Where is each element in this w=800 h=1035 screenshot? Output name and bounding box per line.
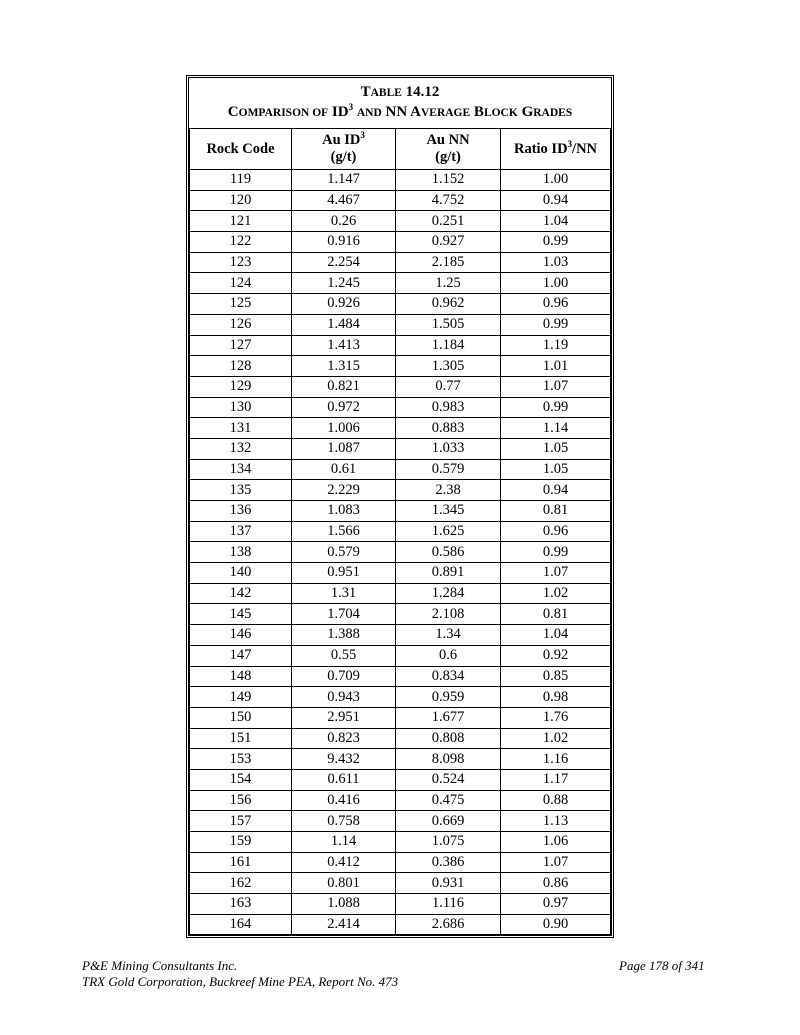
au-nn-cell: 1.625 bbox=[396, 521, 501, 542]
au-id3-cell: 0.821 bbox=[292, 376, 396, 397]
au-nn-cell: 2.686 bbox=[396, 914, 501, 935]
table-body bbox=[190, 170, 611, 935]
au-nn-cell: 0.579 bbox=[396, 459, 501, 480]
table-row bbox=[190, 273, 611, 294]
au-nn-cell: 0.77 bbox=[396, 376, 501, 397]
au-id3-cell: 0.579 bbox=[292, 542, 396, 563]
rock-code-cell: 120 bbox=[190, 190, 292, 211]
au-nn-cell: 0.983 bbox=[396, 397, 501, 418]
au-id3-cell: 0.972 bbox=[292, 397, 396, 418]
au-nn-cell: 1.152 bbox=[396, 170, 501, 191]
rock-code-cell: 126 bbox=[190, 314, 292, 335]
au-nn-cell: 1.677 bbox=[396, 707, 501, 728]
table-row bbox=[190, 583, 611, 604]
table-row bbox=[190, 232, 611, 253]
table-row bbox=[190, 707, 611, 728]
au-nn-cell: 0.834 bbox=[396, 666, 501, 687]
au-nn-cell: 4.752 bbox=[396, 190, 501, 211]
au-nn-cell: 0.891 bbox=[396, 563, 501, 584]
ratio-cell: 0.81 bbox=[501, 501, 611, 522]
table-row bbox=[190, 190, 611, 211]
rock-code-cell: 148 bbox=[190, 666, 292, 687]
au-nn-cell: 1.284 bbox=[396, 583, 501, 604]
au-id3-cell: 1.315 bbox=[292, 356, 396, 377]
table-row bbox=[190, 314, 611, 335]
au-id3-cell: 0.823 bbox=[292, 728, 396, 749]
au-id3-cell: 4.467 bbox=[292, 190, 396, 211]
au-nn-cell: 1.116 bbox=[396, 894, 501, 915]
au-id3-cell: 1.31 bbox=[292, 583, 396, 604]
table-row bbox=[190, 769, 611, 790]
au-id3-cell: 1.088 bbox=[292, 894, 396, 915]
ratio-cell: 1.14 bbox=[501, 418, 611, 439]
au-id3-cell: 0.943 bbox=[292, 687, 396, 708]
au-id3-cell: 0.55 bbox=[292, 645, 396, 666]
rock-code-cell: 150 bbox=[190, 707, 292, 728]
table-row bbox=[190, 335, 611, 356]
au-id3-cell: 1.413 bbox=[292, 335, 396, 356]
au-id3-cell: 2.229 bbox=[292, 480, 396, 501]
table-title-line1: TABLE 14.12 bbox=[360, 84, 440, 100]
au-id3-cell: 0.26 bbox=[292, 211, 396, 232]
rock-code-cell: 122 bbox=[190, 232, 292, 253]
au-nn-cell: 1.505 bbox=[396, 314, 501, 335]
rock-code-cell: 131 bbox=[190, 418, 292, 439]
table-row bbox=[190, 356, 611, 377]
au-id3-cell: 9.432 bbox=[292, 749, 396, 770]
table-row bbox=[190, 418, 611, 439]
au-id3-cell: 2.951 bbox=[292, 707, 396, 728]
table-row bbox=[190, 645, 611, 666]
table-row bbox=[190, 438, 611, 459]
table-row bbox=[190, 811, 611, 832]
au-nn-cell: 0.962 bbox=[396, 294, 501, 315]
au-nn-cell: 0.883 bbox=[396, 418, 501, 439]
rock-code-cell: 149 bbox=[190, 687, 292, 708]
ratio-cell: 0.96 bbox=[501, 294, 611, 315]
table-row bbox=[190, 604, 611, 625]
au-nn-cell: 0.931 bbox=[396, 873, 501, 894]
table-row bbox=[190, 687, 611, 708]
au-nn-cell: 0.927 bbox=[396, 232, 501, 253]
table-row bbox=[190, 666, 611, 687]
rock-code-cell: 134 bbox=[190, 459, 292, 480]
rock-code-cell: 130 bbox=[190, 397, 292, 418]
rock-code-cell: 156 bbox=[190, 790, 292, 811]
ratio-cell: 0.86 bbox=[501, 873, 611, 894]
rock-code-cell: 157 bbox=[190, 811, 292, 832]
rock-code-cell: 147 bbox=[190, 645, 292, 666]
au-id3-cell: 1.006 bbox=[292, 418, 396, 439]
table-row bbox=[190, 852, 611, 873]
footer-report: TRX Gold Corporation, Buckreef Mine PEA, Report No. 473 bbox=[82, 974, 399, 989]
table-title bbox=[190, 78, 611, 129]
rock-code-cell: 127 bbox=[190, 335, 292, 356]
ratio-cell: 0.81 bbox=[501, 604, 611, 625]
au-nn-cell: 0.669 bbox=[396, 811, 501, 832]
footer-left bbox=[82, 958, 398, 990]
au-id3-cell: 1.147 bbox=[292, 170, 396, 191]
au-nn-cell: 2.38 bbox=[396, 480, 501, 501]
rock-code-cell: 163 bbox=[190, 894, 292, 915]
au-nn-cell: 1.25 bbox=[396, 273, 501, 294]
table-subtitle: COMPARISON OF $ID^3$ AND NN AVERAGE BLOCK GRADES bbox=[227, 102, 573, 120]
ratio-cell: 1.00 bbox=[501, 170, 611, 191]
ratio-cell: 0.98 bbox=[501, 687, 611, 708]
ratio-cell: 1.04 bbox=[501, 625, 611, 646]
au-nn-cell: 1.345 bbox=[396, 501, 501, 522]
rock-code-cell: 129 bbox=[190, 376, 292, 397]
table-row bbox=[190, 294, 611, 315]
ratio-cell: 1.19 bbox=[501, 335, 611, 356]
rock-code-cell: 121 bbox=[190, 211, 292, 232]
rock-code-cell: 153 bbox=[190, 749, 292, 770]
rock-code-cell: 161 bbox=[190, 852, 292, 873]
au-id3-cell: 0.758 bbox=[292, 811, 396, 832]
au-id3-cell: 0.709 bbox=[292, 666, 396, 687]
au-nn-cell: 0.475 bbox=[396, 790, 501, 811]
au-nn-cell: 0.251 bbox=[396, 211, 501, 232]
table-row bbox=[190, 376, 611, 397]
ratio-cell: 1.06 bbox=[501, 832, 611, 853]
au-nn-cell: 0.386 bbox=[396, 852, 501, 873]
table-row bbox=[190, 625, 611, 646]
rock-code-cell: 138 bbox=[190, 542, 292, 563]
rock-code-cell: 154 bbox=[190, 769, 292, 790]
au-nn-cell: 8.098 bbox=[396, 749, 501, 770]
au-nn-cell: 2.185 bbox=[396, 252, 501, 273]
ratio-cell: 1.05 bbox=[501, 438, 611, 459]
ratio-cell: 0.92 bbox=[501, 645, 611, 666]
ratio-cell: 1.02 bbox=[501, 583, 611, 604]
ratio-cell: 1.16 bbox=[501, 749, 611, 770]
ratio-cell: 0.97 bbox=[501, 894, 611, 915]
table-frame bbox=[186, 75, 614, 938]
ratio-cell: 0.99 bbox=[501, 397, 611, 418]
ratio-cell: 1.05 bbox=[501, 459, 611, 480]
table-row bbox=[190, 211, 611, 232]
ratio-cell: 1.07 bbox=[501, 376, 611, 397]
table-row bbox=[190, 459, 611, 480]
table-row bbox=[190, 563, 611, 584]
au-id3-cell: 0.916 bbox=[292, 232, 396, 253]
rock-code-cell: 164 bbox=[190, 914, 292, 935]
table-row bbox=[190, 252, 611, 273]
header-au-id3: Au $ID^3$ (g/t) bbox=[292, 129, 396, 170]
table-row bbox=[190, 728, 611, 749]
au-nn-cell: 0.586 bbox=[396, 542, 501, 563]
au-nn-cell: 2.108 bbox=[396, 604, 501, 625]
au-nn-cell: 1.34 bbox=[396, 625, 501, 646]
au-nn-cell: 0.808 bbox=[396, 728, 501, 749]
footer-page-number: Page 178 of 341 bbox=[619, 958, 705, 973]
au-id3-cell: 0.951 bbox=[292, 563, 396, 584]
au-id3-cell: 0.611 bbox=[292, 769, 396, 790]
au-id3-cell: 2.414 bbox=[292, 914, 396, 935]
ratio-cell: 1.17 bbox=[501, 769, 611, 790]
ratio-cell: 1.02 bbox=[501, 728, 611, 749]
ratio-cell: 1.00 bbox=[501, 273, 611, 294]
table-row bbox=[190, 480, 611, 501]
rock-code-cell: 135 bbox=[190, 480, 292, 501]
au-nn-cell: 0.524 bbox=[396, 769, 501, 790]
rock-code-cell: 151 bbox=[190, 728, 292, 749]
au-nn-cell: 1.184 bbox=[396, 335, 501, 356]
ratio-cell: 0.99 bbox=[501, 542, 611, 563]
au-id3-cell: 0.412 bbox=[292, 852, 396, 873]
ratio-cell: 1.03 bbox=[501, 252, 611, 273]
ratio-cell: 1.07 bbox=[501, 563, 611, 584]
au-id3-cell: 1.14 bbox=[292, 832, 396, 853]
rock-code-cell: 136 bbox=[190, 501, 292, 522]
ratio-cell: 0.90 bbox=[501, 914, 611, 935]
au-nn-cell: 0.6 bbox=[396, 645, 501, 666]
rock-code-cell: 137 bbox=[190, 521, 292, 542]
au-nn-cell: 1.075 bbox=[396, 832, 501, 853]
rock-code-cell: 123 bbox=[190, 252, 292, 273]
table-row bbox=[190, 521, 611, 542]
footer-company: P&E Mining Consultants Inc. bbox=[82, 958, 238, 973]
ratio-cell: 1.01 bbox=[501, 356, 611, 377]
table-row bbox=[190, 790, 611, 811]
au-id3-cell: 0.926 bbox=[292, 294, 396, 315]
ratio-cell: 1.04 bbox=[501, 211, 611, 232]
rock-code-cell: 132 bbox=[190, 438, 292, 459]
rock-code-cell: 159 bbox=[190, 832, 292, 853]
ratio-cell: 0.94 bbox=[501, 190, 611, 211]
ratio-cell: 1.13 bbox=[501, 811, 611, 832]
au-id3-cell: 0.416 bbox=[292, 790, 396, 811]
table-row bbox=[190, 542, 611, 563]
rock-code-cell: 119 bbox=[190, 170, 292, 191]
rock-code-cell: 162 bbox=[190, 873, 292, 894]
ratio-cell: 0.99 bbox=[501, 314, 611, 335]
rock-code-cell: 142 bbox=[190, 583, 292, 604]
au-id3-cell: 1.566 bbox=[292, 521, 396, 542]
au-id3-cell: 1.083 bbox=[292, 501, 396, 522]
au-nn-cell: 1.305 bbox=[396, 356, 501, 377]
au-nn-cell: 0.959 bbox=[396, 687, 501, 708]
table-row bbox=[190, 873, 611, 894]
au-id3-cell: 0.801 bbox=[292, 873, 396, 894]
header-ratio: Ratio $ID^3/NN$ bbox=[501, 129, 611, 170]
ratio-cell: 0.96 bbox=[501, 521, 611, 542]
table-row bbox=[190, 397, 611, 418]
ratio-cell: 0.85 bbox=[501, 666, 611, 687]
rock-code-cell: 146 bbox=[190, 625, 292, 646]
block-grades-table bbox=[189, 78, 611, 935]
table-row bbox=[190, 501, 611, 522]
rock-code-cell: 145 bbox=[190, 604, 292, 625]
header-row bbox=[190, 129, 611, 170]
au-id3-cell: 1.704 bbox=[292, 604, 396, 625]
ratio-cell: 0.94 bbox=[501, 480, 611, 501]
table-row bbox=[190, 832, 611, 853]
rock-code-cell: 128 bbox=[190, 356, 292, 377]
rock-code-cell: 125 bbox=[190, 294, 292, 315]
au-nn-cell: 1.033 bbox=[396, 438, 501, 459]
rock-code-cell: 140 bbox=[190, 563, 292, 584]
table-row bbox=[190, 914, 611, 935]
table-row bbox=[190, 170, 611, 191]
table-row bbox=[190, 749, 611, 770]
header-rock-code: Rock Code bbox=[190, 129, 292, 170]
au-id3-cell: 1.388 bbox=[292, 625, 396, 646]
rock-code-cell: 124 bbox=[190, 273, 292, 294]
au-id3-cell: 1.087 bbox=[292, 438, 396, 459]
au-id3-cell: 2.254 bbox=[292, 252, 396, 273]
ratio-cell: 0.88 bbox=[501, 790, 611, 811]
ratio-cell: 1.07 bbox=[501, 852, 611, 873]
au-id3-cell: 0.61 bbox=[292, 459, 396, 480]
ratio-cell: 0.99 bbox=[501, 232, 611, 253]
au-id3-cell: 1.484 bbox=[292, 314, 396, 335]
table-row bbox=[190, 894, 611, 915]
ratio-cell: 1.76 bbox=[501, 707, 611, 728]
header-au-nn: Au NN (g/t) bbox=[396, 129, 501, 170]
au-id3-cell: 1.245 bbox=[292, 273, 396, 294]
